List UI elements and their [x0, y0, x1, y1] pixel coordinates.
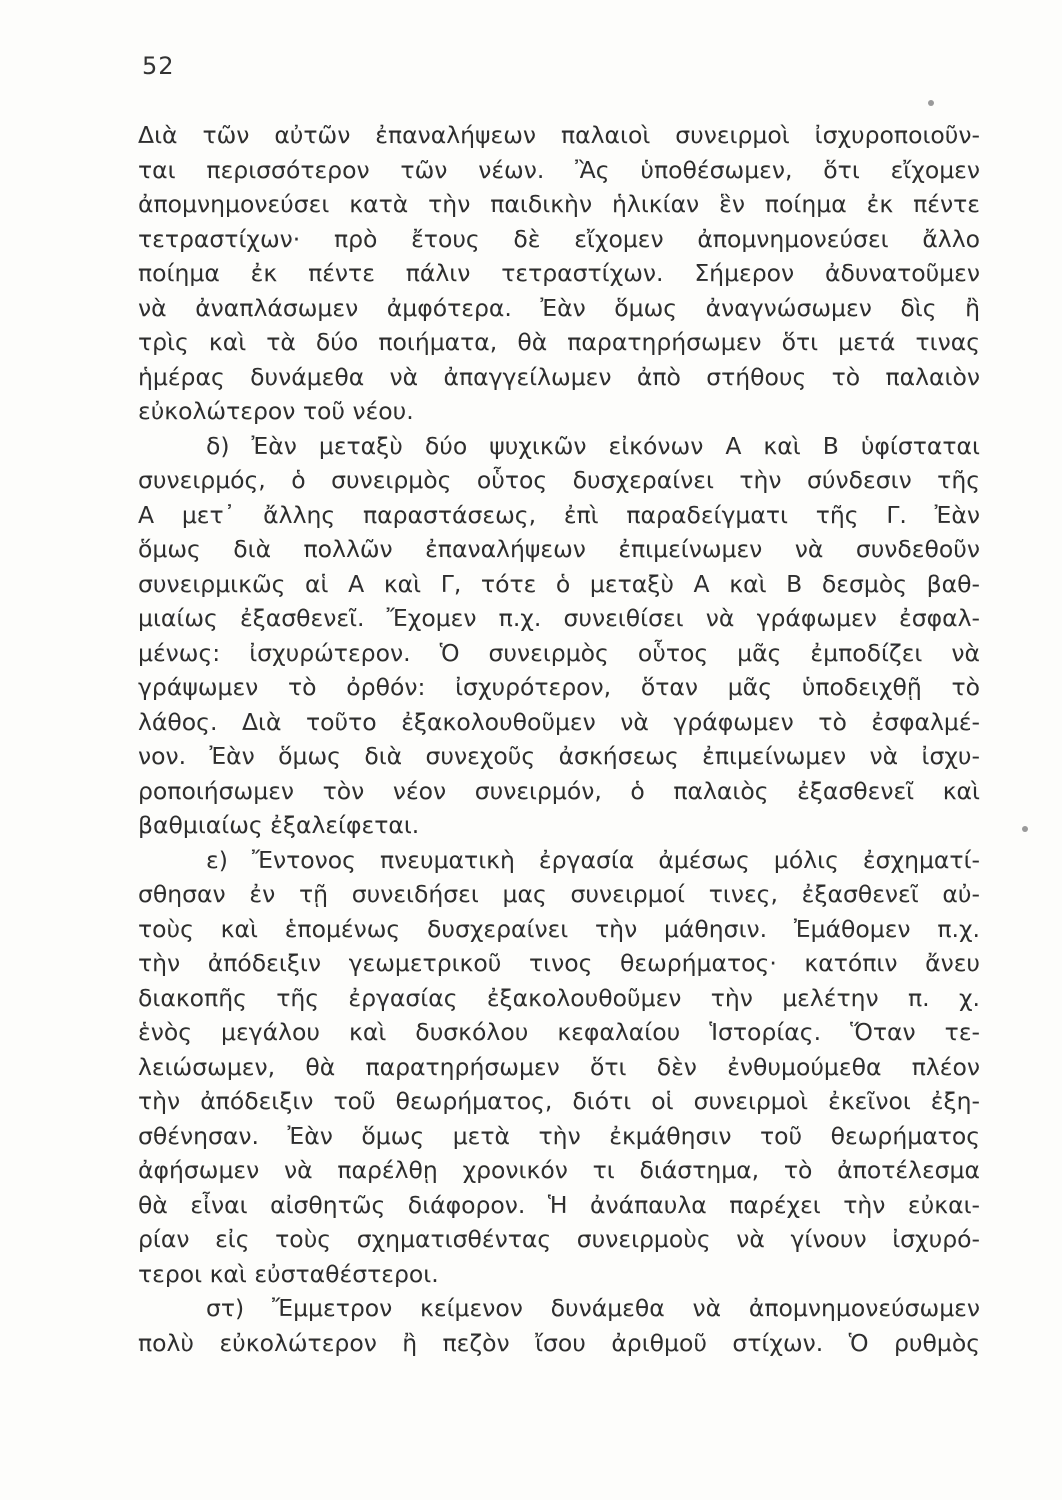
- text-line: διακοπῆς τῆς ἐργασίας ἐξακολουθοῦμεν τὴν μελέτην π. χ.: [138, 983, 980, 1012]
- text-line: ε) Ἔντονος πνευματικὴ ἐργασία ἀμέσως μόλις ἐσχηματί-: [206, 845, 980, 874]
- text-line: Διὰ τῶν αὐτῶν ἐπαναλήψεων παλαιοὶ συνειρμοὶ ἰσχυροποιοῦν-: [138, 121, 980, 149]
- text-line: ἀφήσωμεν νὰ παρέλθῃ χρονικόν τι διάστημα, τὸ ἀποτέλεσμα: [138, 1156, 980, 1184]
- text-line: στ) Ἔμμετρον κείμενον δυνάμεθα νὰ ἀπομνημονεύσωμεν: [206, 1294, 980, 1322]
- text-line: γράψωμεν τὸ ὀρθόν: ἰσχυρότερον, ὅταν μᾶς ὑποδειχθῇ τὸ: [138, 673, 980, 701]
- text-line: πολὺ εὐκολώτερον ἢ πεζὸν ἴσου ἀριθμοῦ στίχων. Ὁ ρυθμὸς: [138, 1328, 980, 1357]
- text-line: ὅμως διὰ πολλῶν ἐπαναλήψεων ἐπιμείνωμεν νὰ συνδεθοῦν: [138, 535, 980, 563]
- text-line: μιαίως ἐξασθενεῖ. Ἔχομεν π.χ. συνειθίσει νὰ γράφωμεν ἐσφαλ-: [138, 604, 980, 632]
- text-line: λειώσωμεν, θὰ παρατηρήσωμεν ὅτι δὲν ἐνθυμούμεθα πλέον: [138, 1052, 980, 1081]
- text-line: ἀπομνημονεύσει κατὰ τὴν παιδικὴν ἡλικίαν ἓν ποίημα ἐκ πέντε: [138, 190, 980, 218]
- text-line: σθένησαν. Ἐὰν ὅμως μετὰ τὴν ἐκμάθησιν τοῦ θεωρήματος: [138, 1121, 980, 1150]
- text-line: ται περισσότερον τῶν νέων. Ἂς ὑποθέσωμεν, ὅτι εἴχομεν: [138, 155, 980, 184]
- text-line: τεροι καὶ εὐσταθέστεροι.: [138, 1259, 439, 1288]
- text-line: τοὺς καὶ ἑπομένως δυσχεραίνει τὴν μάθησιν. Ἐμάθομεν π.χ.: [138, 914, 980, 943]
- text-line: συνειρμός, ὁ συνειρμὸς οὗτος δυσχεραίνει τὴν σύνδεσιν τῆς: [138, 466, 980, 494]
- text-line: τὴν ἀπόδειξιν γεωμετρικοῦ τινος θεωρήματος· κατόπιν ἄνευ: [138, 949, 980, 977]
- text-line: τετραστίχων· πρὸ ἔτους δὲ εἴχομεν ἀπομνημονεύσει ἄλλο: [138, 224, 980, 253]
- text-line: συνειρμικῶς αἱ Α καὶ Γ, τότε ὁ μεταξὺ Α καὶ Β δεσμὸς βαθ-: [138, 569, 980, 598]
- text-line: λάθος. Διὰ τοῦτο ἐξακολουθοῦμεν νὰ γράφωμεν τὸ ἐσφαλμέ-: [138, 707, 980, 736]
- text-line: ποίημα ἐκ πέντε πάλιν τετραστίχων. Σήμερον ἀδυνατοῦμεν: [138, 259, 980, 287]
- scan-speck: [928, 100, 934, 106]
- text-line: νὰ ἀναπλάσωμεν ἀμφότερα. Ἐὰν ὅμως ἀναγνώσωμεν δὶς ἢ: [138, 293, 980, 322]
- text-line: τὴν ἀπόδειξιν τοῦ θεωρήματος, διότι οἱ συνειρμοὶ ἐκεῖνοι ἐξη-: [138, 1087, 980, 1115]
- text-line: ροποιήσωμεν τὸν νέον συνειρμόν, ὁ παλαιὸς ἐξασθενεῖ καὶ: [138, 776, 980, 805]
- page-number: 52: [142, 52, 175, 80]
- text-line: Α μετ᾽ ἄλλης παραστάσεως, ἐπὶ παραδείγματι τῆς Γ. Ἐὰν: [138, 500, 980, 529]
- text-line: σθησαν ἐν τῇ συνειδήσει μας συνειρμοί τινες, ἐξασθενεῖ αὐ-: [138, 880, 980, 908]
- scan-speck: [1022, 826, 1028, 832]
- text-line: εὐκολώτερον τοῦ νέου.: [138, 397, 414, 425]
- text-line: ἡμέρας δυνάμεθα νὰ ἀπαγγείλωμεν ἀπὸ στήθους τὸ παλαιὸν: [138, 362, 980, 391]
- text-line: θὰ εἶναι αἰσθητῶς διάφορον. Ἡ ἀνάπαυλα παρέχει τὴν εὐκαι-: [138, 1190, 980, 1219]
- text-line: ἑνὸς μεγάλου καὶ δυσκόλου κεφαλαίου Ἱστορίας. Ὅταν τε-: [138, 1018, 980, 1046]
- text-line: τρὶς καὶ τὰ δύο ποιήματα, θὰ παρατηρήσωμεν ὅτι μετά τινας: [138, 328, 980, 356]
- text-line: μένως: ἰσχυρώτερον. Ὁ συνειρμὸς οὗτος μᾶς ἐμποδίζει νὰ: [138, 638, 980, 667]
- text-line: νον. Ἐὰν ὅμως διὰ συνεχοῦς ἀσκήσεως ἐπιμείνωμεν νὰ ἰσχυ-: [138, 742, 980, 770]
- text-line: δ) Ἐὰν μεταξὺ δύο ψυχικῶν εἰκόνων Α καὶ Β ὑφίσταται: [206, 431, 980, 460]
- body-text: [138, 118, 980, 1360]
- text-line: βαθμιαίως ἐξαλείφεται.: [138, 811, 420, 839]
- text-line: ρίαν εἰς τοὺς σχηματισθέντας συνειρμοὺς νὰ γίνουν ἰσχυρό-: [138, 1225, 980, 1253]
